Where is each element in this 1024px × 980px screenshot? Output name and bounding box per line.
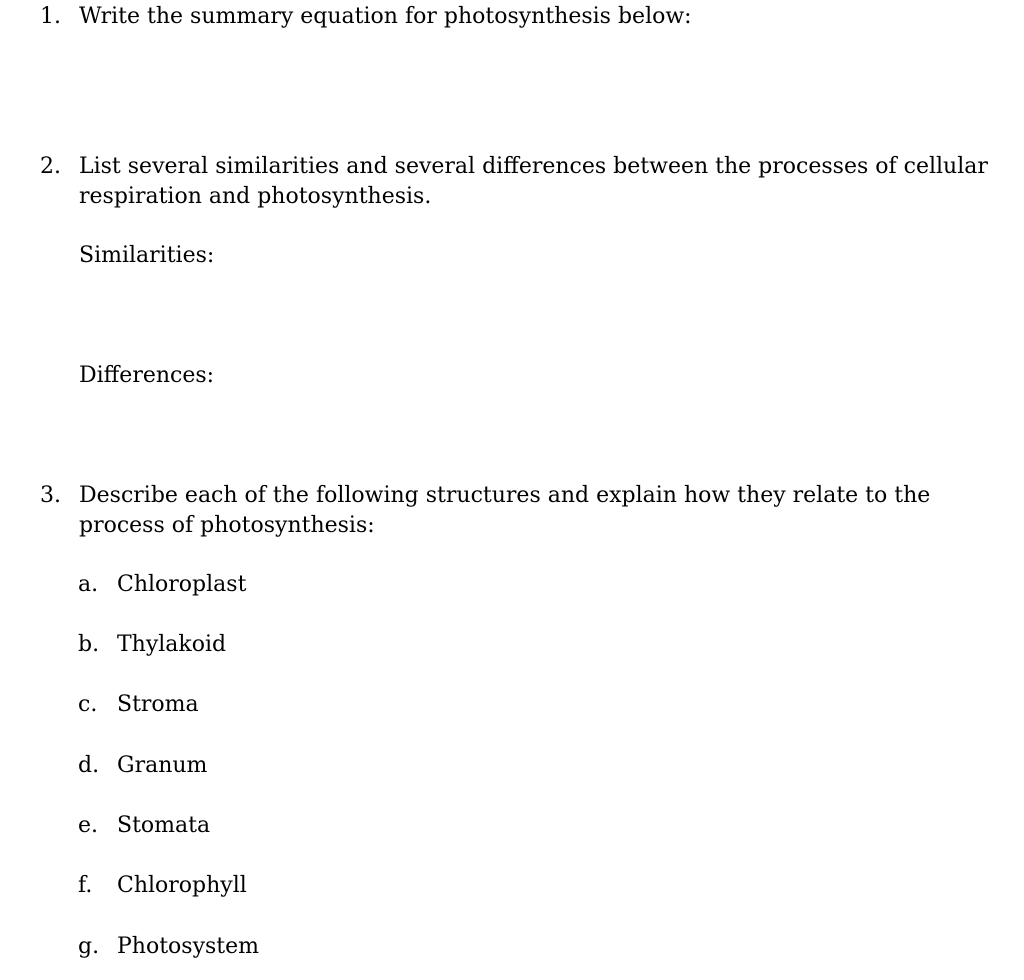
item-term: Stroma: [117, 692, 199, 717]
question-text: List several similarities and several differences between the processes of cellular respiration and photosynthesis.: [79, 154, 988, 209]
structure-item-stroma: [0, 690, 600, 720]
differences-label: Differences:: [79, 363, 215, 388]
item-letter: g.: [78, 934, 100, 959]
item-letter: f.: [78, 873, 93, 898]
structure-item-chlorophyll: [0, 871, 600, 901]
item-term: Photosystem: [117, 934, 260, 959]
item-letter: d.: [78, 753, 100, 778]
item-term: Chlorophyll: [117, 873, 247, 898]
item-letter: c.: [78, 692, 98, 717]
item-term: Thylakoid: [117, 632, 227, 657]
structure-item-granum: [0, 751, 600, 781]
structure-item-photosystem: [0, 932, 600, 962]
question-number: 1.: [40, 4, 61, 29]
question-number: 2.: [40, 154, 61, 179]
question-text: Describe each of the following structures and explain how they relate to the process of photosynthesis:: [79, 483, 931, 538]
similarities-label: Similarities:: [79, 243, 215, 268]
item-letter: a.: [78, 572, 99, 597]
item-letter: e.: [78, 813, 99, 838]
question-number: 3.: [40, 483, 61, 508]
structure-item-chloroplast: [0, 570, 600, 600]
question-text: Write the summary equation for photosynthesis below:: [79, 4, 692, 29]
item-term: Chloroplast: [117, 572, 247, 597]
item-letter: b.: [78, 632, 100, 657]
item-term: Granum: [117, 753, 208, 778]
structure-item-stomata: [0, 811, 600, 841]
structure-item-thylakoid: [0, 630, 600, 660]
item-term: Stomata: [117, 813, 211, 838]
